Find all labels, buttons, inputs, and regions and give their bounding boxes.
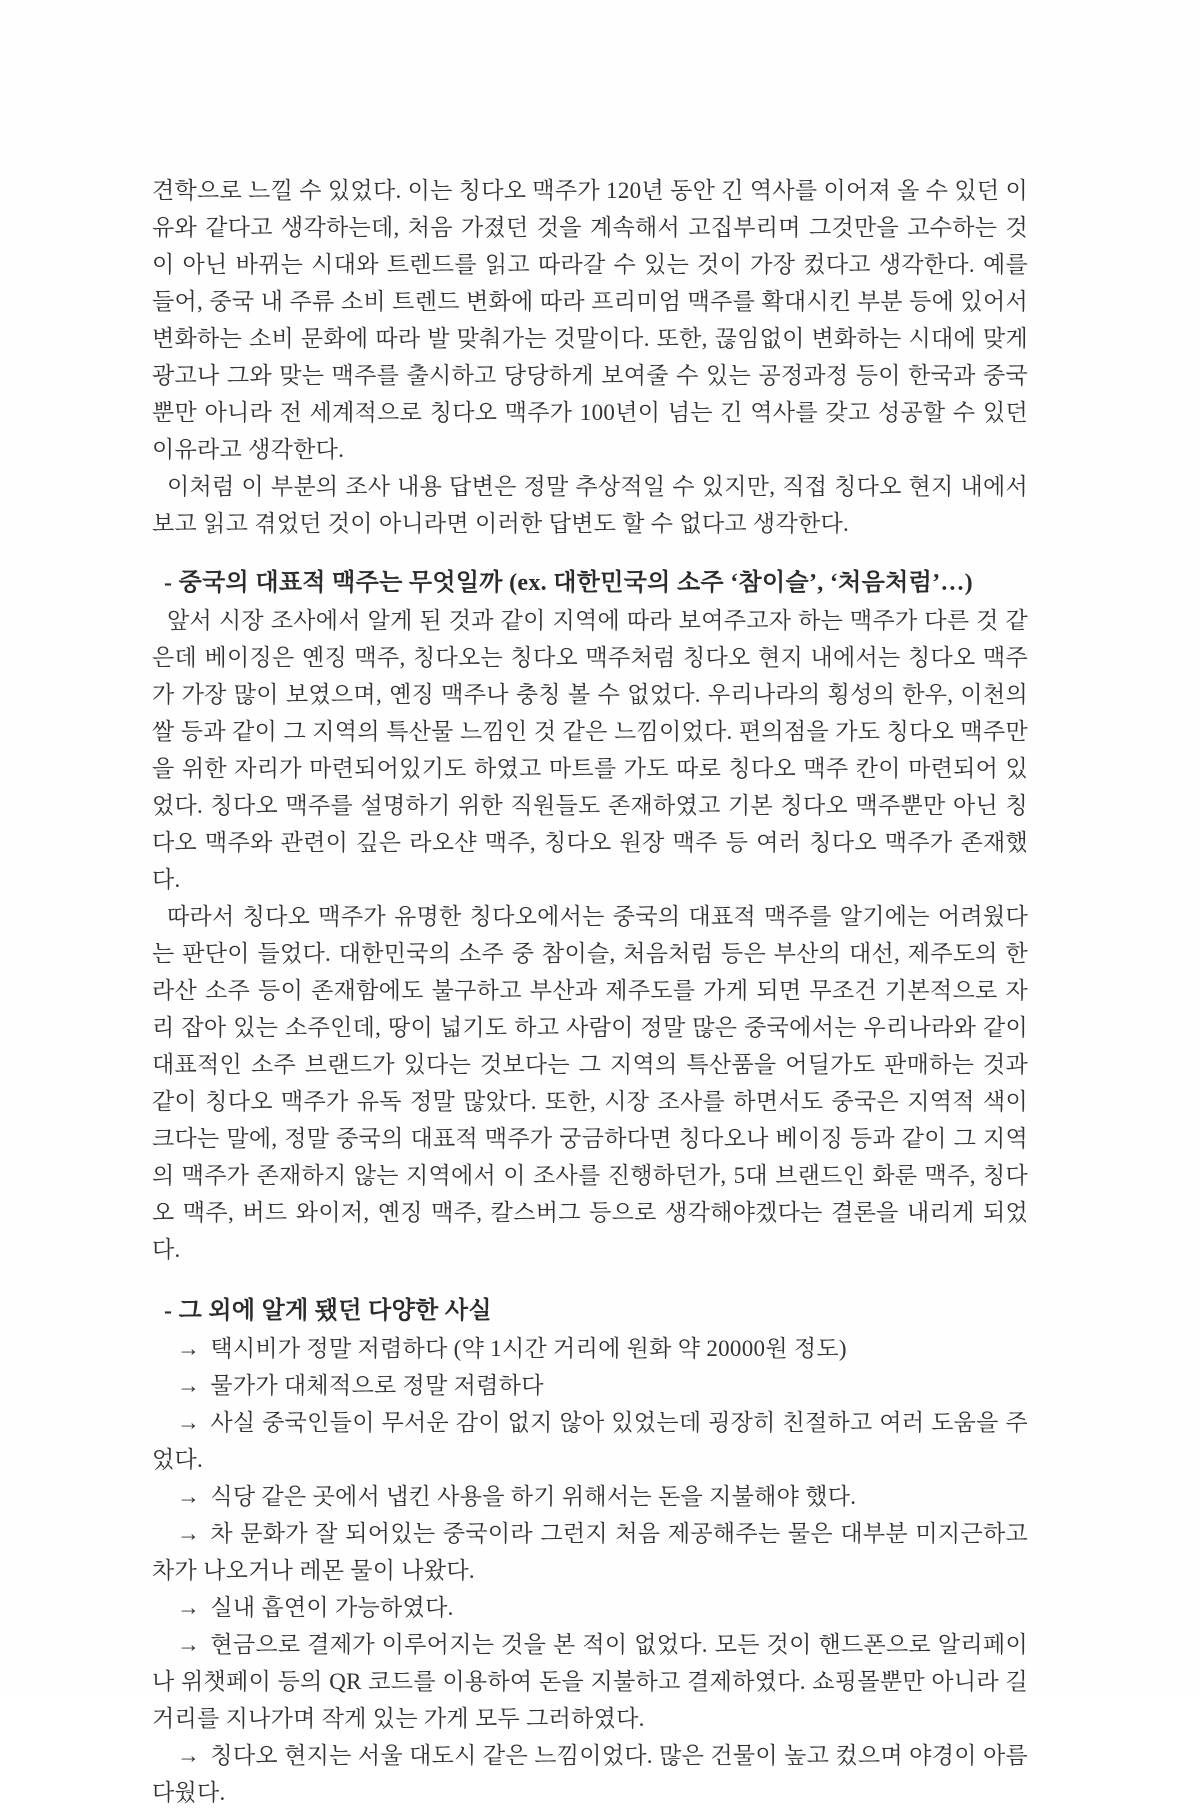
arrow-icon: → [177,1484,201,1509]
list-item [152,1626,1028,1737]
section-heading-china-beer: - 중국의 대표적 맥주는 무엇일까 (ex. 대한민국의 소주 ‘참이슬’, ‘처음처럼’…) [164,570,973,596]
fact-text: 택시비가 정말 저렴하다 (약 1시간 거리에 원화 약 20000원 정도) [210,1336,847,1361]
list-item [152,1737,1028,1811]
fact-text: 사실 중국인들이 무서운 감이 없지 않아 있었는데 굉장히 친절하고 여러 도움을 주었다. [152,1410,1028,1472]
arrow-icon: → [177,1410,201,1435]
fact-text: 물가가 대체적으로 정말 저렴하다 [210,1373,544,1398]
beer-paragraph-1: 앞서 시장 조사에서 알게 된 것과 같이 지역에 따라 보여주고자 하는 맥주가 다른 것 같은데 베이징은 옌징 맥주, 칭다오는 칭다오 맥주처럼 칭다오 현지 내에서는 칭다오 맥주가 가장 많이 보였으며, 옌징 맥주나 충칭 볼 수 없었다. 우리나라의 횡성의 한우, 이천의 쌀 등과 같이 그 지역의 특산물 느낌인 것 같은 느낌이었다. 편의점을 가도 칭다오 맥주만을 위한 자리가 마련되어있기도 하였고 마트를 가도 따로 칭다오 맥주 칸이 마련되어 있었다. 칭다오 맥주를 설명하기 위한 직원들도 존재하였고 기본 칭다오 맥주뿐만 아닌 칭다오 맥주와 관련이 깊은 라오샨 맥주, 칭다오 원장 맥주 등 여러 칭다오 맥주가 존재했다. [152,608,1028,892]
arrow-icon: → [177,1595,201,1620]
fact-text: 실내 흡연이 가능하였다. [210,1595,454,1620]
beer-paragraph-2: 따라서 칭다오 맥주가 유명한 칭다오에서는 중국의 대표적 맥주를 알기에는 어려웠다는 판단이 들었다. 대한민국의 소주 중 참이슬, 처음처럼 등은 부산의 대선, 제주도의 한라산 소주 등이 존재함에도 불구하고 부산과 제주도를 가게 되면 무조건 기본적으로 자리 잡아 있는 소주인데, 땅이 넓기도 하고 사람이 정말 많은 중국에서는 우리나라와 같이 대표적인 소주 브랜드가 있다는 것보다는 그 지역의 특산품을 어딜가도 판매하는 것과 같이 칭다오 맥주가 유독 정말 많았다. 또한, 시장 조사를 하면서도 중국은 지역적 색이 크다는 말에, 정말 중국의 대표적 맥주가 궁금하다면 칭다오나 베이징 등과 같이 그 지역의 맥주가 존재하지 않는 지역에서 이 조사를 진행하던가, 5대 브랜드인 화룬 맥주, 칭다오 맥주, 버드 와이저, 옌징 맥주, 칼스버그 등으로 생각해야겠다는 결론을 내리게 되었다. [152,904,1028,1262]
arrow-icon: → [177,1521,201,1546]
section-heading-other-facts: - 그 외에 알게 됐던 다양한 사실 [164,1298,492,1324]
intro-paragraph-1: 견학으로 느낄 수 있었다. 이는 칭다오 맥주가 120년 동안 긴 역사를 이어져 올 수 있던 이유와 같다고 생각하는데, 처음 가졌던 것을 계속해서 고집부리며 그것만을 고수하는 것이 아닌 바뀌는 시대와 트렌드를 읽고 따라갈 수 있는 것이 가장 컸다고 생각한다. 예를 들어, 중국 내 주류 소비 트렌드 변화에 따라 프리미엄 맥주를 확대시킨 부분 등에 있어서 변화하는 소비 문화에 따라 발 맞춰가는 것말이다. 또한, 끊임없이 변화하는 시대에 맞게 광고나 그와 맞는 맥주를 출시하고 당당하게 보여줄 수 있는 공정과정 등이 한국과 중국뿐만 아니라 전 세계적으로 칭다오 맥주가 100년이 넘는 긴 역사를 갖고 성공할 수 있던 이유라고 생각한다. [152,178,1028,462]
intro-paragraph-2: 이처럼 이 부분의 조사 내용 답변은 정말 추상적일 수 있지만, 직접 칭다오 현지 내에서 보고 읽고 겪었던 것이 아니라면 이러한 답변도 할 수 없다고 생각한다. [152,474,1028,536]
list-item [152,1478,1028,1515]
list-item [152,1330,1028,1367]
fact-text: 현금으로 결제가 이루어지는 것을 본 적이 없었다. 모든 것이 핸드폰으로 알리페이나 위챗페이 등의 QR 코드를 이용하여 돈을 지불하고 결제하였다. 쇼핑몰뿐만 아니라 길거리를 지나가며 작게 있는 가게 모두 그러하였다. [152,1632,1028,1731]
list-item [152,1404,1028,1478]
fact-text: 식당 같은 곳에서 냅킨 사용을 하기 위해서는 돈을 지불해야 했다. [210,1484,857,1509]
fact-text: 칭다오 현지는 서울 대도시 같은 느낌이었다. 많은 건물이 높고 컸으며 야경이 아름다웠다. [152,1743,1028,1805]
list-item [152,1367,1028,1404]
list-item [152,1515,1028,1589]
facts-list [152,1330,1028,1811]
arrow-icon: → [177,1743,201,1768]
list-item [152,1589,1028,1626]
arrow-icon: → [177,1373,201,1398]
arrow-icon: → [177,1632,201,1657]
arrow-icon: → [177,1336,201,1361]
fact-text: 차 문화가 잘 되어있는 중국이라 그런지 처음 제공해주는 물은 대부분 미지근하고 차가 나오거나 레몬 물이 나왔다. [152,1521,1028,1583]
